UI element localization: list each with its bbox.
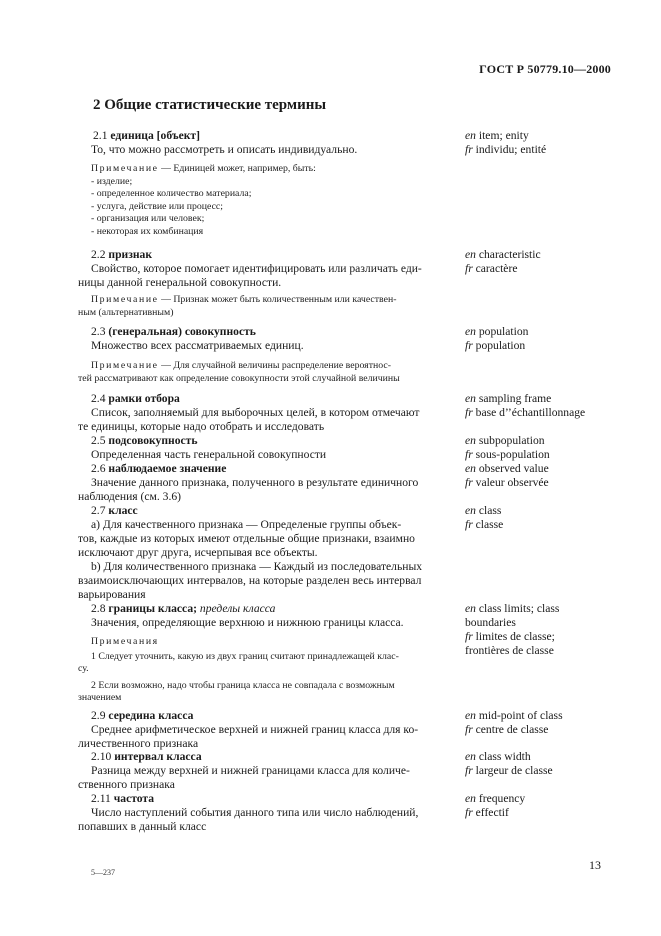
translation-fr: centre de classe xyxy=(475,723,549,736)
term-definition-line: наблюдения (см. 3.6) xyxy=(78,490,181,503)
lang-en-label: en xyxy=(465,434,476,447)
note-2: значением xyxy=(78,692,122,703)
term-number: 2.5 xyxy=(91,434,106,447)
term-definition-line: ницы данной генеральной совокупности. xyxy=(78,276,282,289)
term-number: 2.11 xyxy=(91,792,111,805)
translation-en: subpopulation xyxy=(478,434,545,447)
term-number: 2.2 xyxy=(91,248,106,261)
lang-en-label: en xyxy=(465,602,476,615)
note-text: тей рассматривают как определение совокупности этой случайной величины xyxy=(78,372,400,384)
document-standard-number: ГОСТ Р 50779.10—2000 xyxy=(479,62,611,76)
translation-en: observed value xyxy=(478,462,549,475)
footer-code: 5—237 xyxy=(91,868,115,877)
lang-fr-label: fr xyxy=(465,143,473,156)
term-definition-line: Среднее арифметическое верхней и нижней границ класса для ко- xyxy=(91,723,419,736)
term-number: 2.6 xyxy=(91,462,106,475)
note-2-2 xyxy=(78,294,451,319)
term-name: середина класса xyxy=(108,709,194,722)
translation-fr: largeur de classe xyxy=(475,764,553,777)
definition-part-b: b) Для количественного признака — Каждый из последовательных xyxy=(91,560,423,573)
term-name: наблюдаемое значение xyxy=(108,462,227,475)
translation-fr: caractère xyxy=(475,262,518,275)
translation-en: mid-point of class xyxy=(478,709,563,722)
lang-fr-label: fr xyxy=(465,764,473,777)
translation-en: class limits; class xyxy=(478,602,560,615)
note-text: — Для случайной величины распределение вероятнос- xyxy=(161,360,391,371)
translations-2-9 xyxy=(465,709,635,737)
translations-2-8 xyxy=(465,602,635,658)
term-name: границы класса; xyxy=(108,602,197,615)
page-number: 13 xyxy=(589,858,601,872)
translation-en: class width xyxy=(478,750,531,763)
translation-fr: effectif xyxy=(475,806,509,819)
entry-2-8 xyxy=(91,602,451,630)
translations-2-10 xyxy=(465,750,635,778)
term-definition-line: ственного признака xyxy=(78,778,175,791)
translation-en: characteristic xyxy=(478,248,541,261)
term-name: единица [объект] xyxy=(110,129,200,142)
translation-en: frequency xyxy=(478,792,526,805)
term-number: 2.3 xyxy=(91,325,106,338)
translations-2-5 xyxy=(465,434,635,462)
list-item: - услуга, действие или процесс; xyxy=(91,200,223,212)
definition-part-b: взаимоисключающих интервалов, на которые разделен весь интервал xyxy=(78,574,422,587)
lang-en-label: en xyxy=(465,462,476,475)
lang-en-label: en xyxy=(465,504,476,517)
translations-2-7 xyxy=(465,504,635,532)
translation-en: boundaries xyxy=(465,616,516,629)
lang-fr-label: fr xyxy=(465,406,473,419)
translations-2-3 xyxy=(465,325,635,353)
translation-fr: valeur observée xyxy=(475,476,549,489)
lang-en-label: en xyxy=(465,709,476,722)
term-number: 2.1 xyxy=(93,129,108,142)
translations-2-6 xyxy=(465,462,635,490)
translation-fr: individu; entité xyxy=(475,143,547,156)
note-label: Примечание xyxy=(91,163,159,174)
term-definition-line: Свойство, которое помогает идентифицировать или различать еди- xyxy=(91,262,422,275)
note-text: ным (альтернативным) xyxy=(78,306,174,318)
translation-en: population xyxy=(478,325,529,338)
term-name: признак xyxy=(108,248,153,261)
term-definition-line: попавших в данный класс xyxy=(78,820,207,833)
lang-en-label: en xyxy=(465,792,476,805)
term-name: (генеральная) совокупность xyxy=(108,325,256,338)
term-definition-line: Значение данного признака, полученного в результате единичного xyxy=(91,476,419,489)
lang-fr-label: fr xyxy=(465,518,473,531)
term-name: рамки отбора xyxy=(108,392,180,405)
note-2: 2 Если возможно, надо чтобы граница класса не совпадала с возможным xyxy=(91,679,395,691)
term-definition: То, что можно рассмотреть и описать индивидуально. xyxy=(91,143,358,156)
term-number: 2.7 xyxy=(91,504,106,517)
list-item: - организация или человек; xyxy=(91,213,205,224)
entry-2-10 xyxy=(78,750,451,792)
entry-2-4 xyxy=(78,392,451,434)
note-label: Примечание xyxy=(91,360,159,371)
translation-en: class xyxy=(478,504,502,517)
entry-2-3 xyxy=(91,325,451,353)
entry-2-7 xyxy=(78,504,451,602)
section-title: 2 Общие статистические термины xyxy=(93,97,327,113)
term-name: частота xyxy=(113,792,155,805)
definition-part-a: исключают друг друга, исчерпывая все объекты. xyxy=(78,546,318,559)
term-number: 2.10 xyxy=(91,750,112,763)
term-definition: Множество всех рассматриваемых единиц. xyxy=(91,339,304,352)
lang-en-label: en xyxy=(465,129,476,142)
term-definition-line: Число наступлений события данного типа или число наблюдений, xyxy=(91,806,419,819)
term-definition-line: Разница между верхней и нижней границами класса для количе- xyxy=(91,764,410,777)
lang-fr-label: fr xyxy=(465,476,473,489)
term-definition: Определенная часть генеральной совокупности xyxy=(91,448,327,461)
term-definition-line: личественного признака xyxy=(78,737,199,750)
translations-2-11 xyxy=(465,792,635,820)
lang-en-label: en xyxy=(465,750,476,763)
term-definition-line: Список, заполняемый для выборочных целей, в котором отмечают xyxy=(91,406,420,419)
translations-2-1 xyxy=(465,129,635,157)
lang-fr-label: fr xyxy=(465,339,473,352)
translation-fr: classe xyxy=(475,518,504,531)
translation-fr: sous-population xyxy=(475,448,550,461)
entry-2-9 xyxy=(78,709,451,751)
term-number: 2.4 xyxy=(91,392,106,405)
lang-fr-label: fr xyxy=(465,448,473,461)
entry-2-11 xyxy=(78,792,451,834)
term-number: 2.8 xyxy=(91,602,106,615)
term-number: 2.9 xyxy=(91,709,106,722)
translation-fr: frontières de classe xyxy=(465,644,554,657)
translation-fr: base d’’échantillonnage xyxy=(475,406,586,419)
notes-2-8 xyxy=(78,636,451,705)
term-name: интервал класса xyxy=(114,750,202,763)
lang-fr-label: fr xyxy=(465,723,473,736)
lang-fr-label: fr xyxy=(465,262,473,275)
lang-en-label: en xyxy=(465,325,476,338)
translations-2-4 xyxy=(465,392,635,420)
notes-label: Примечания xyxy=(91,636,159,647)
translation-en: item; enity xyxy=(478,129,529,142)
term-alt-name: пределы класса xyxy=(199,602,276,615)
term-definition-line: те единицы, которые надо отобрать и исследовать xyxy=(78,420,325,433)
list-item: - определенное количество материала; xyxy=(91,188,252,199)
term-name: класс xyxy=(108,504,138,517)
definition-part-a: тов, каждые из которых имеют отдельные общие признаки, взаимно xyxy=(78,532,415,545)
translation-fr: limites de classe; xyxy=(475,630,555,643)
note-1: 1 Следует уточнить, какую из двух границ считают принадлежащей клас- xyxy=(91,650,399,662)
note-text: — Признак может быть количественным или качествен- xyxy=(161,294,397,305)
definition-part-b: варьирования xyxy=(78,588,146,601)
entry-2-2 xyxy=(78,248,451,290)
translation-fr: population xyxy=(475,339,526,352)
note-1: су. xyxy=(78,663,89,674)
entry-2-6 xyxy=(78,462,451,504)
term-definition: Значения, определяющие верхнюю и нижнюю границы класса. xyxy=(91,616,404,629)
definition-part-a: а) Для качественного признака — Определеные группы объек- xyxy=(91,518,402,531)
lang-en-label: en xyxy=(465,248,476,261)
translation-en: sampling frame xyxy=(478,392,552,405)
note-label: Примечание xyxy=(91,294,159,305)
entry-2-5 xyxy=(91,434,451,462)
list-item: - изделие; xyxy=(91,175,133,187)
entry-2-1 xyxy=(91,129,451,157)
lang-fr-label: fr xyxy=(465,806,473,819)
lang-en-label: en xyxy=(465,392,476,405)
note-2-1 xyxy=(91,163,451,238)
note-2-3 xyxy=(78,360,456,385)
list-item: - некоторая их комбинация xyxy=(91,225,204,237)
note-text: — Единицей может, например, быть: xyxy=(161,163,316,174)
translations-2-2 xyxy=(465,248,635,276)
lang-fr-label: fr xyxy=(465,630,473,643)
term-name: подсовокупность xyxy=(108,434,198,447)
